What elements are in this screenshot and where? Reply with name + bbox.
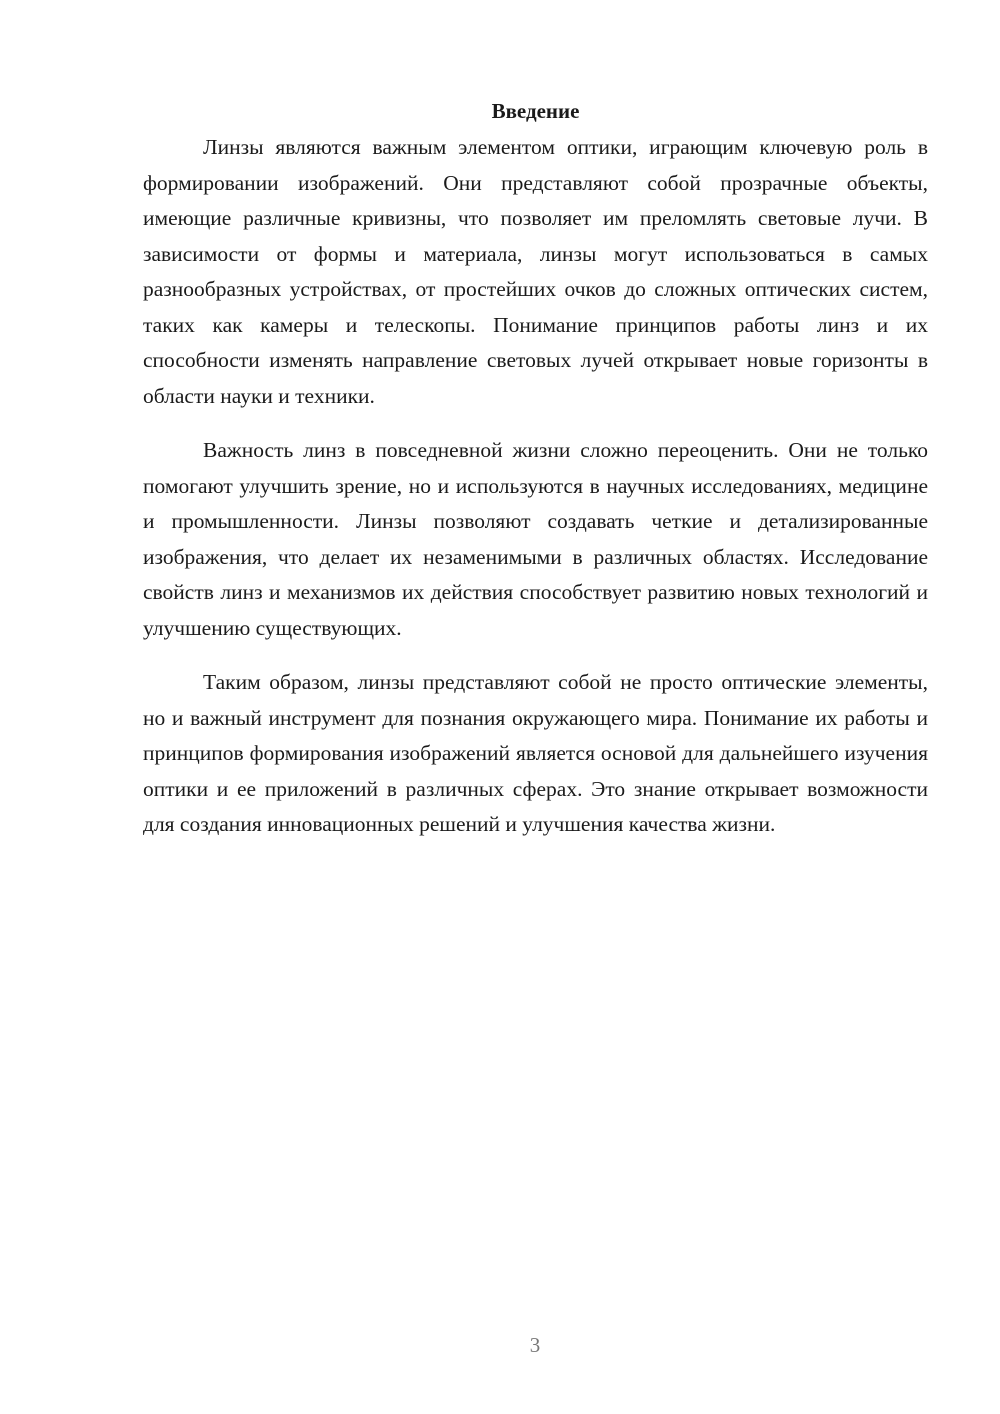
- page-content: [143, 96, 928, 862]
- page-number: 3: [529, 1333, 541, 1357]
- paragraph-2: Важность линз в повседневной жизни сложно переоценить. Они не только помогают улучшить зрение, но и используются в научных исследованиях, медицине и промышленности. Линзы позволяют создавать четкие и детализированные изображения, что делает их незаменимыми в различных областях. Исследование свойств линз и механизмов их действия способствует развитию новых технологий и улучшению существующих.: [143, 438, 928, 640]
- paragraph-3: Таким образом, линзы представляют собой не просто оптические элементы, но и важный инструмент для познания окружающего мира. Понимание их работы и принципов формирования изображений является основой для дальнейшего изучения оптики и ее приложений в различных сферах. Это знание открывает возможности для создания инновационных решений и улучшения качества жизни.: [143, 670, 928, 836]
- section-heading: Введение: [491, 99, 580, 123]
- paragraph-1: Линзы являются важным элементом оптики, играющим ключевую роль в формировании изображений. Они представляют собой прозрачные объекты, имеющие различные кривизны, что позволяет им преломлять световые лучи. В зависимости от формы и материала, линзы могут использоваться в самых разнообразных устройствах, от простейших очков до сложных оптических систем, таких как камеры и телескопы. Понимание принципов работы линз и их способности изменять направление световых лучей открывает новые горизонты в области науки и техники.: [143, 135, 928, 408]
